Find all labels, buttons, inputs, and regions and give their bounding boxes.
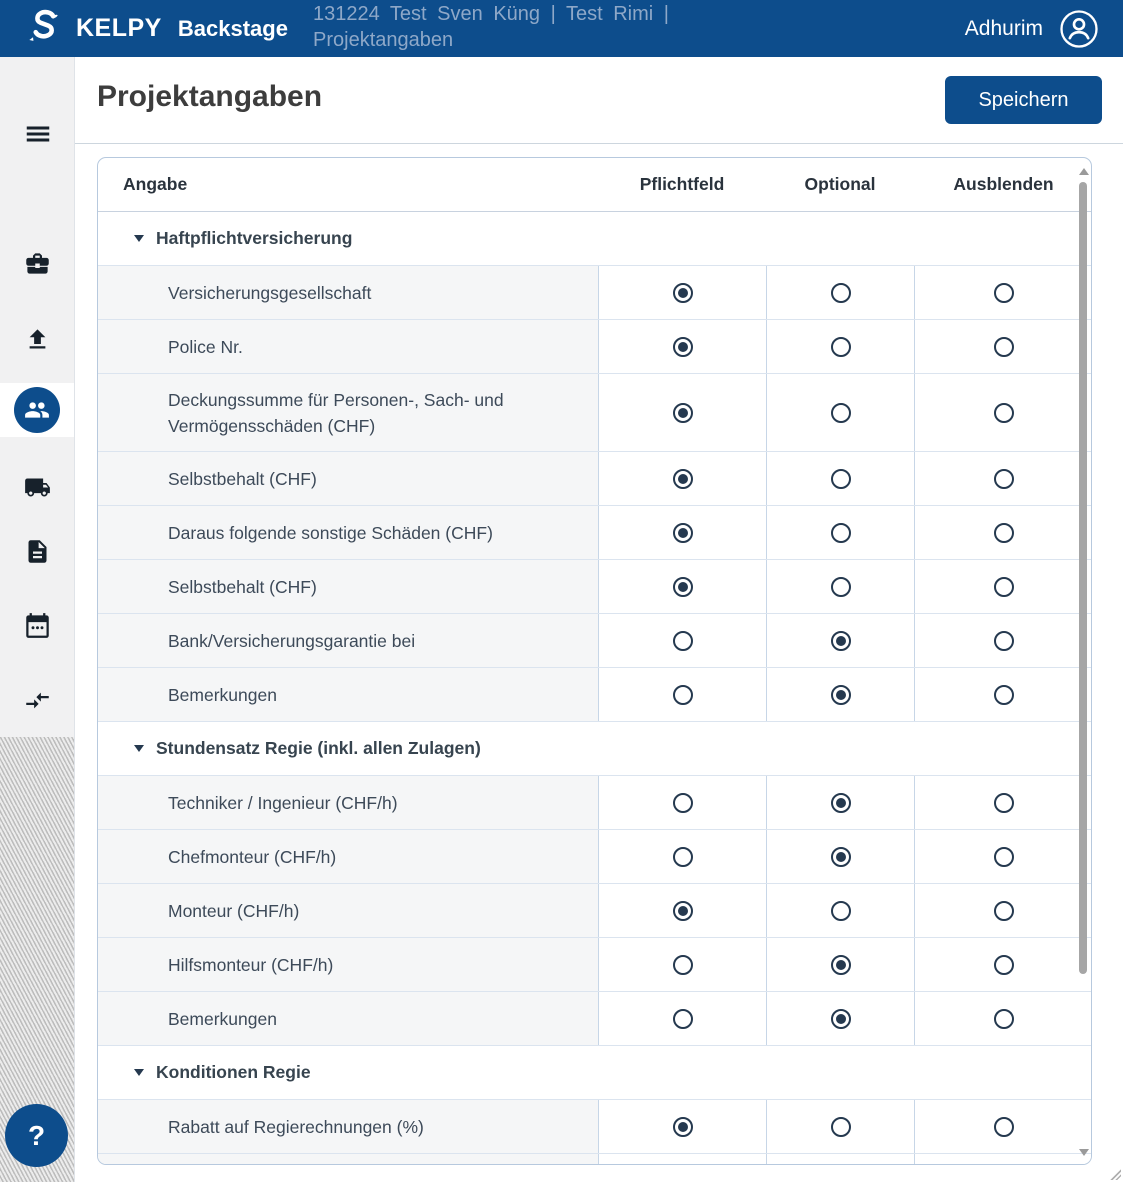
section-title: Stundensatz Regie (inkl. allen Zulagen) [156, 738, 481, 758]
help-button[interactable]: ? [5, 1104, 68, 1167]
radio-pflichtfeld[interactable] [598, 374, 766, 451]
radio-button[interactable] [673, 1117, 693, 1137]
truck-icon[interactable] [0, 474, 75, 501]
column-header-pflichtfeld: Pflichtfeld [639, 174, 725, 194]
radio-optional[interactable] [766, 884, 914, 937]
row-label: Police Nr. [98, 320, 598, 373]
radio-button[interactable] [673, 901, 693, 921]
row-label: Bank/Versicherungsgarantie bei [98, 614, 598, 667]
table-row [98, 266, 1091, 320]
table-row [98, 374, 1091, 452]
table-row [98, 1100, 1091, 1154]
radio-button[interactable] [994, 283, 1014, 303]
radio-optional[interactable] [766, 938, 914, 991]
breadcrumb-line1: 131224 Test Sven Küng | Test Rimi | [313, 3, 669, 25]
radio-ausblenden[interactable] [914, 614, 1092, 667]
scroll-down-icon[interactable] [1079, 1149, 1089, 1156]
radio-pflichtfeld[interactable] [598, 452, 766, 505]
radio-ausblenden[interactable] [914, 938, 1092, 991]
table-row [98, 830, 1091, 884]
radio-button[interactable] [831, 793, 851, 813]
radio-optional[interactable] [766, 992, 914, 1045]
menu-icon[interactable] [0, 119, 75, 149]
sidebar [0, 57, 75, 1182]
radio-pflichtfeld[interactable] [598, 830, 766, 883]
row-label: Versicherungsgesellschaft [98, 266, 598, 319]
radio-button[interactable] [673, 577, 693, 597]
briefcase-icon[interactable] [0, 250, 75, 277]
people-icon[interactable] [14, 387, 60, 433]
radio-button[interactable] [994, 847, 1014, 867]
radio-pflichtfeld[interactable] [598, 560, 766, 613]
radio-pflichtfeld[interactable] [598, 884, 766, 937]
radio-pflichtfeld[interactable] [598, 506, 766, 559]
row-label: Techniker / Ingenieur (CHF/h) [98, 776, 598, 829]
table-row [98, 506, 1091, 560]
radio-button[interactable] [994, 577, 1014, 597]
table-row [98, 938, 1091, 992]
page-title: Projektangaben [97, 80, 323, 113]
radio-button[interactable] [994, 685, 1014, 705]
row-label: Selbstbehalt (CHF) [98, 560, 598, 613]
radio-optional[interactable] [766, 776, 914, 829]
radio-button[interactable] [994, 955, 1014, 975]
table-row [98, 992, 1091, 1046]
radio-ausblenden[interactable] [914, 1154, 1092, 1165]
section-header[interactable] [98, 722, 1091, 776]
table-header-row [98, 158, 1091, 212]
radio-button[interactable] [831, 469, 851, 489]
radio-optional[interactable] [766, 668, 914, 721]
radio-pflichtfeld[interactable] [598, 938, 766, 991]
radio-pflichtfeld[interactable] [598, 266, 766, 319]
column-header-optional: Optional [804, 174, 876, 194]
radio-ausblenden[interactable] [914, 506, 1092, 559]
radio-button[interactable] [831, 523, 851, 543]
radio-button[interactable] [673, 283, 693, 303]
row-label [98, 1154, 598, 1165]
section-header[interactable] [98, 212, 1091, 266]
radio-pflichtfeld[interactable] [598, 614, 766, 667]
document-icon[interactable] [0, 538, 75, 565]
radio-ausblenden[interactable] [914, 1100, 1092, 1153]
radio-ausblenden[interactable] [914, 374, 1092, 451]
breadcrumb-line2: Projektangaben [313, 29, 454, 51]
radio-ausblenden[interactable] [914, 884, 1092, 937]
radio-optional[interactable] [766, 1100, 914, 1153]
title-divider [75, 143, 1123, 144]
radio-button[interactable] [831, 1009, 851, 1029]
radio-button[interactable] [994, 901, 1014, 921]
radio-ausblenden[interactable] [914, 776, 1092, 829]
table-row [98, 1154, 1091, 1165]
radio-button[interactable] [673, 685, 693, 705]
radio-pflichtfeld[interactable] [598, 776, 766, 829]
kelpy-logo-icon [22, 7, 66, 51]
section-header[interactable] [98, 1046, 1091, 1100]
table-row [98, 452, 1091, 506]
radio-optional[interactable] [766, 266, 914, 319]
radio-pflichtfeld[interactable] [598, 320, 766, 373]
radio-button[interactable] [994, 1117, 1014, 1137]
row-label: Daraus folgende sonstige Schäden (CHF) [98, 506, 598, 559]
table-body [98, 212, 1091, 1165]
radio-button[interactable] [994, 631, 1014, 651]
row-label: Bemerkungen [98, 668, 598, 721]
radio-optional[interactable] [766, 1154, 914, 1165]
table-row [98, 560, 1091, 614]
resize-grip[interactable] [1109, 1168, 1121, 1180]
radio-button[interactable] [831, 631, 851, 651]
radio-optional[interactable] [766, 830, 914, 883]
radio-ausblenden[interactable] [914, 452, 1092, 505]
radio-optional[interactable] [766, 374, 914, 451]
radio-pflichtfeld[interactable] [598, 992, 766, 1045]
table-row [98, 776, 1091, 830]
radio-button[interactable] [831, 955, 851, 975]
radio-button[interactable] [994, 793, 1014, 813]
brand-name: KELPY [76, 14, 162, 42]
table-scrollbar[interactable] [1078, 164, 1088, 1160]
settings-table [97, 157, 1092, 1165]
radio-button[interactable] [673, 793, 693, 813]
collapse-caret-icon[interactable] [134, 745, 144, 752]
radio-ausblenden[interactable] [914, 266, 1092, 319]
breadcrumb[interactable] [313, 1, 873, 53]
radio-button[interactable] [994, 337, 1014, 357]
radio-optional[interactable] [766, 560, 914, 613]
radio-button[interactable] [994, 1009, 1014, 1029]
table-row [98, 614, 1091, 668]
row-label: Chefmonteur (CHF/h) [98, 830, 598, 883]
radio-button[interactable] [673, 631, 693, 651]
radio-button[interactable] [673, 955, 693, 975]
radio-button[interactable] [994, 469, 1014, 489]
radio-button[interactable] [831, 283, 851, 303]
radio-ausblenden[interactable] [914, 830, 1092, 883]
brand[interactable] [22, 0, 288, 57]
table-row [98, 320, 1091, 374]
section-title: Konditionen Regie [156, 1062, 311, 1082]
radio-ausblenden[interactable] [914, 320, 1092, 373]
calendar-icon[interactable] [0, 612, 75, 639]
radio-optional[interactable] [766, 614, 914, 667]
row-label: Rabatt auf Regierechnungen (%) [98, 1100, 598, 1153]
user-name: Adhurim [964, 16, 1043, 40]
main-content [75, 57, 1123, 1182]
radio-button[interactable] [831, 901, 851, 921]
column-header-ausblenden: Ausblenden [953, 174, 1054, 194]
radio-pflichtfeld[interactable] [598, 1100, 766, 1153]
top-header-bar [0, 0, 1123, 57]
row-label: Selbstbehalt (CHF) [98, 452, 598, 505]
radio-pflichtfeld[interactable] [598, 1154, 766, 1165]
radio-optional[interactable] [766, 452, 914, 505]
radio-button[interactable] [673, 403, 693, 423]
scroll-up-icon[interactable] [1079, 168, 1089, 175]
radio-button[interactable] [994, 403, 1014, 423]
table-row [98, 884, 1091, 938]
avatar-icon[interactable] [1059, 9, 1099, 49]
upload-icon[interactable] [0, 326, 75, 353]
brand-suffix: Backstage [177, 15, 288, 41]
radio-button[interactable] [831, 403, 851, 423]
radio-button[interactable] [994, 523, 1014, 543]
radio-optional[interactable] [766, 320, 914, 373]
radio-button[interactable] [831, 685, 851, 705]
radio-ausblenden[interactable] [914, 992, 1092, 1045]
radio-ausblenden[interactable] [914, 668, 1092, 721]
radio-button[interactable] [673, 337, 693, 357]
row-label: Hilfsmonteur (CHF/h) [98, 938, 598, 991]
section-title: Haftpflichtversicherung [156, 228, 353, 248]
user-menu[interactable] [965, 0, 1099, 57]
radio-optional[interactable] [766, 506, 914, 559]
collapse-caret-icon[interactable] [134, 235, 144, 242]
radio-button[interactable] [673, 1009, 693, 1029]
row-label: Monteur (CHF/h) [98, 884, 598, 937]
radio-ausblenden[interactable] [914, 560, 1092, 613]
row-label: Deckungssumme für Personen-, Sach- und Vermögensschäden (CHF) [98, 374, 598, 451]
table-row [98, 668, 1091, 722]
radio-button[interactable] [673, 469, 693, 489]
scrollbar-thumb[interactable] [1079, 182, 1087, 974]
radio-button[interactable] [831, 337, 851, 357]
radio-pflichtfeld[interactable] [598, 668, 766, 721]
radio-button[interactable] [831, 847, 851, 867]
collapse-caret-icon[interactable] [134, 1069, 144, 1076]
radio-button[interactable] [673, 523, 693, 543]
column-header-angabe: Angabe [123, 174, 188, 194]
save-button[interactable]: Speichern [945, 76, 1102, 124]
radio-button[interactable] [831, 1117, 851, 1137]
row-label: Bemerkungen [98, 992, 598, 1045]
radio-button[interactable] [831, 577, 851, 597]
compare-arrows-icon[interactable] [0, 687, 75, 714]
radio-button[interactable] [673, 847, 693, 867]
